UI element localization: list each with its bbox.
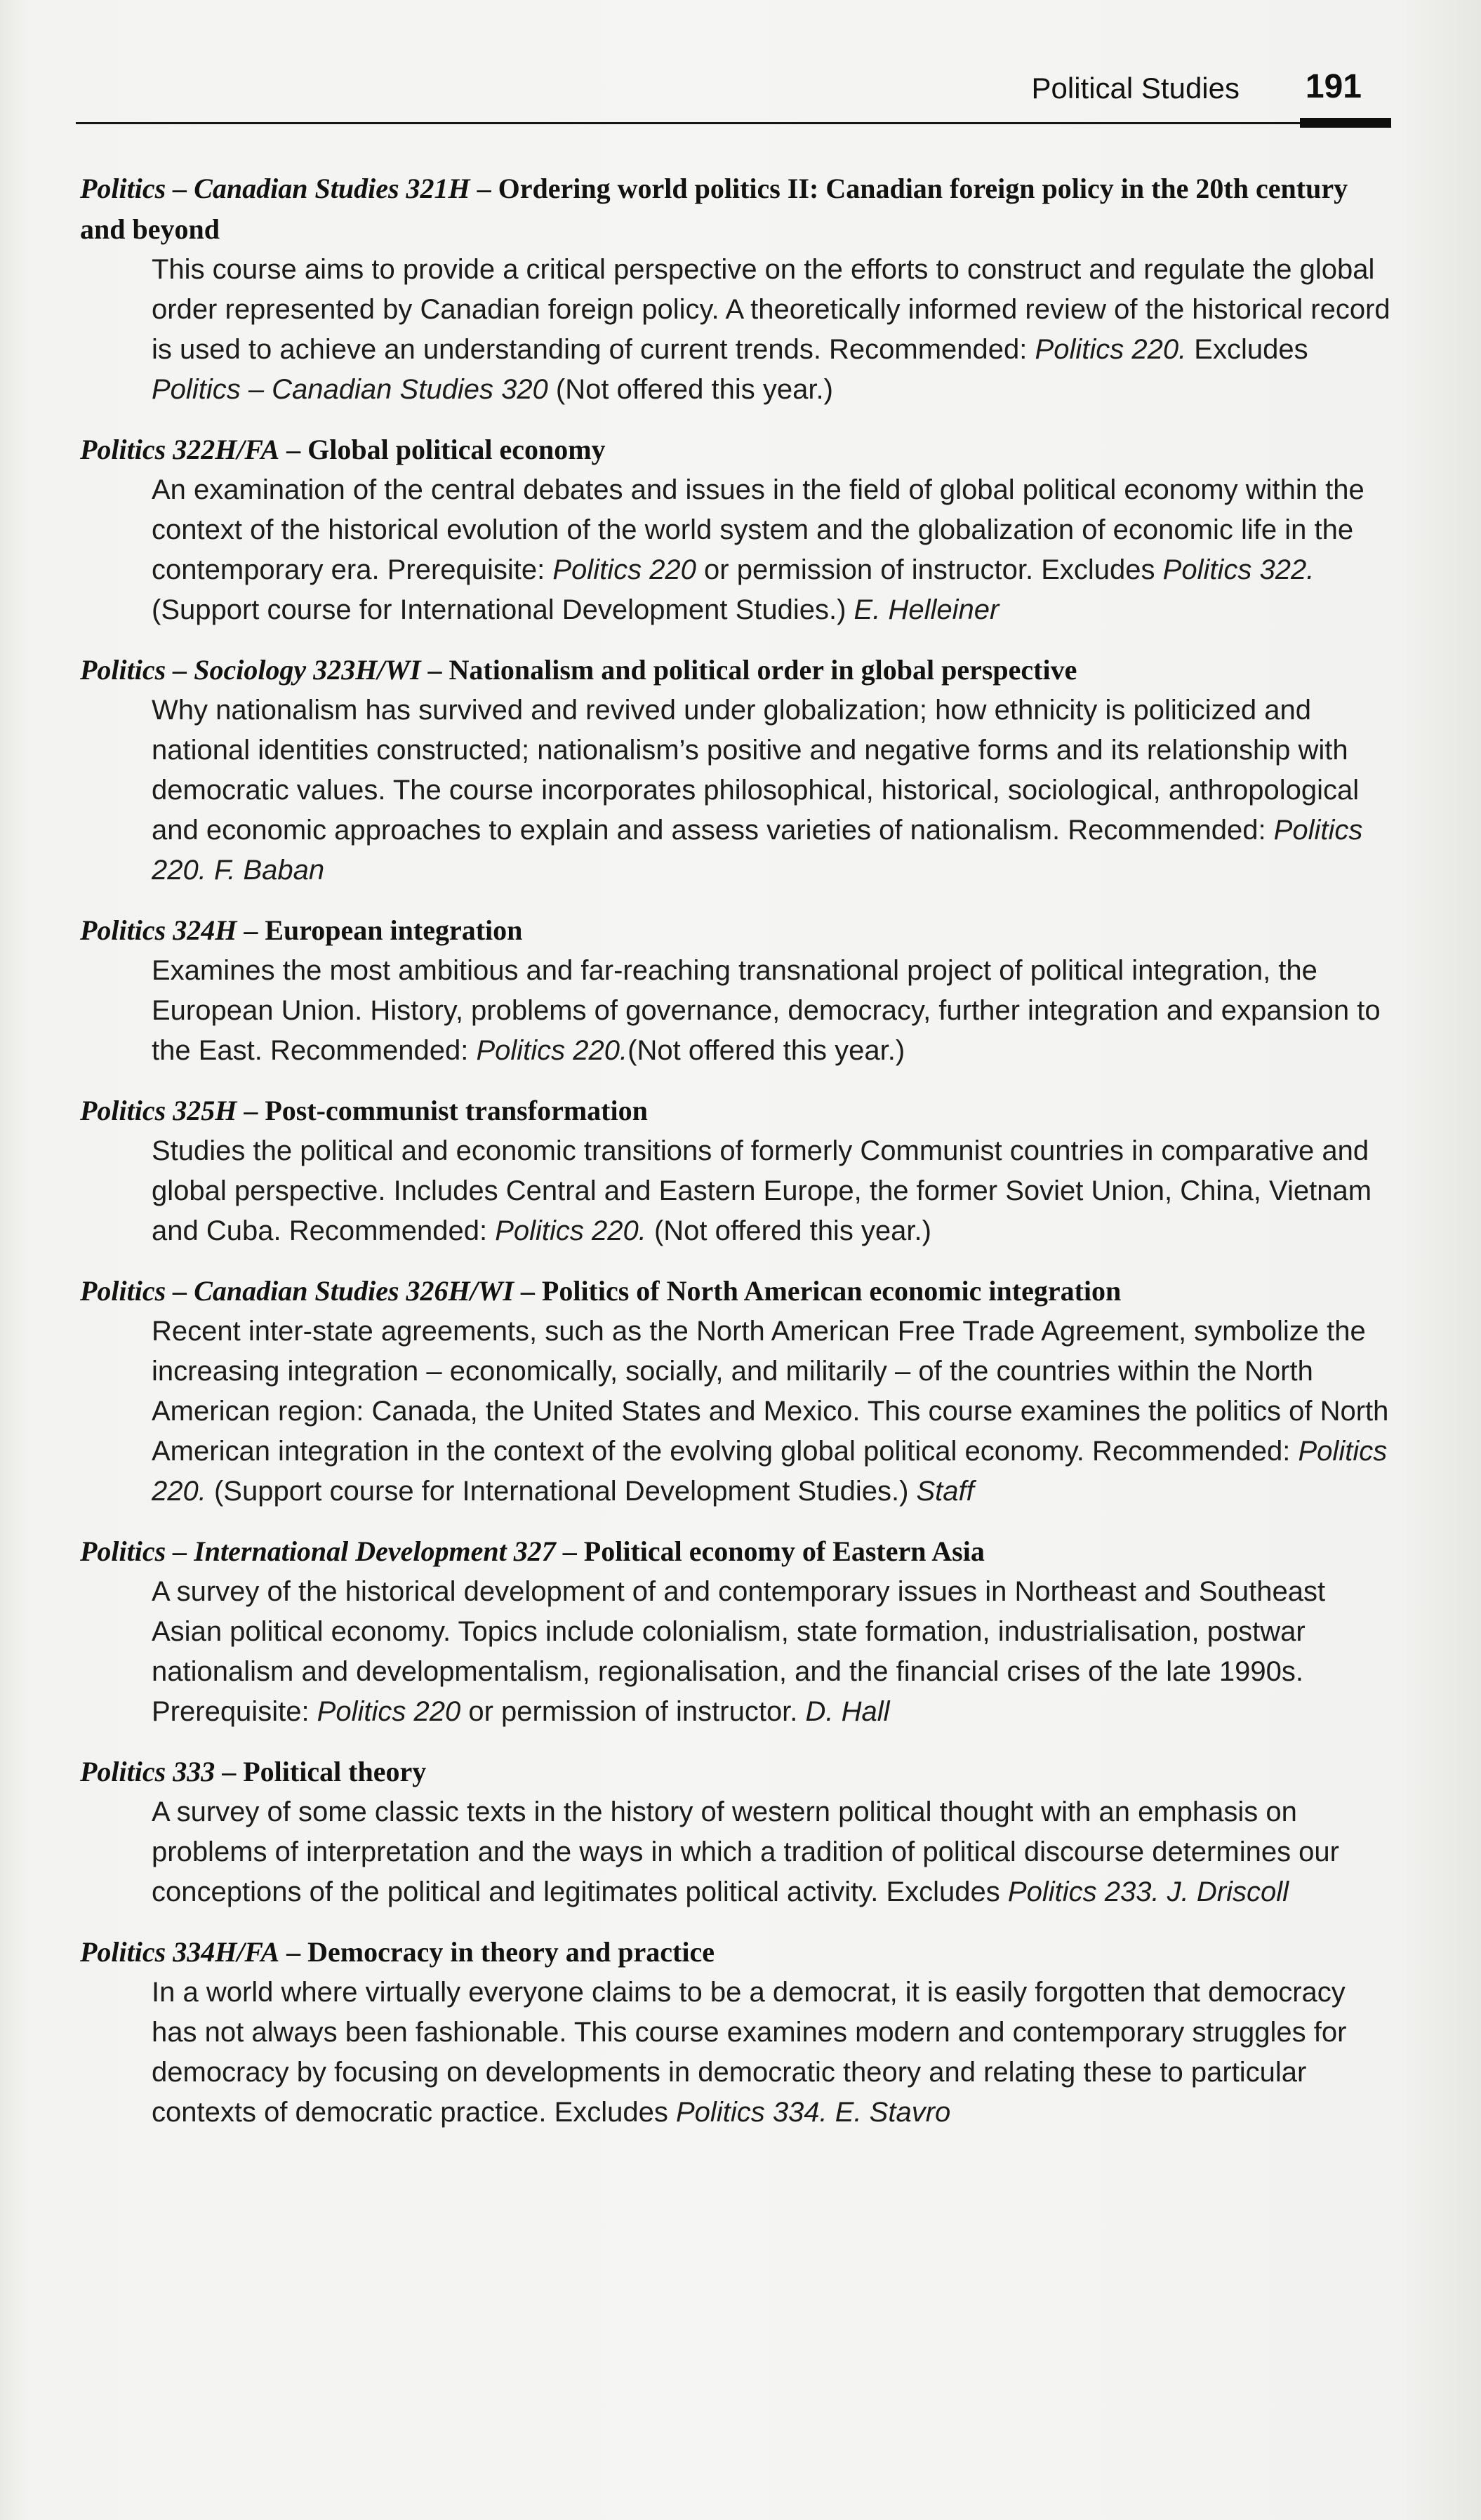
description-text: Examines the most ambitious and far-reaching transnational project of political integration, the European Union. History, problems of governance, democracy, further integration and expansion to the East. Recommended: <box>152 955 1381 1066</box>
course-code: Politics 333 <box>80 1756 215 1787</box>
course-description <box>152 951 1393 1071</box>
description-text: A survey of the historical development of and contemporary issues in Northeast and Southeast Asian political economy. Topics include colonialism, state formation, industrialisation, postwar nationalism and developmentalism, regionalisation, and the financial crises of the late 1990s. Prerequisite: <box>152 1576 1326 1727</box>
course-title: Political economy of Eastern Asia <box>583 1535 985 1567</box>
description-italic: Politics – Canadian Studies 320 <box>152 374 548 405</box>
description-text: This course aims to provide a critical perspective on the efforts to construct and regulate the global order represented by Canadian foreign policy. A theoretically informed review of the historical record is used to achieve an understanding of current trends. Recommended: <box>152 254 1390 365</box>
course-code: Politics 334H/FA <box>80 1936 280 1968</box>
course-separator: – <box>237 914 265 946</box>
description-italic: Politics 220. <box>1035 334 1187 365</box>
course-list <box>80 168 1393 2152</box>
course-code: Politics – Canadian Studies 326H/WI <box>80 1275 514 1307</box>
description-italic: Politics 220 <box>317 1696 461 1727</box>
course-code: Politics 324H <box>80 914 237 946</box>
course-heading <box>80 1271 1393 1312</box>
course-code: Politics 325H <box>80 1095 237 1126</box>
description-text: Studies the political and economic transitions of formerly Communist countries in comparative and global perspective. Includes Central and Eastern Europe, the former Soviet Union, China, Vietnam and Cuba. Recommended: <box>152 1135 1372 1246</box>
description-text: Excludes <box>1186 334 1308 365</box>
course-separator: – <box>237 1095 265 1126</box>
course-separator: – <box>470 173 498 204</box>
course-separator: – <box>279 434 308 465</box>
description-text: An examination of the central debates and issues in the field of global political economy within the context of the historical evolution of the world system and the globalization of economic life in the contemporary era. Prerequisite: <box>152 474 1364 585</box>
course-title: Nationalism and political order in global perspective <box>449 654 1077 686</box>
course-title: European integration <box>265 914 523 946</box>
course-title: Ordering world politics II: Canadian foreign policy in the 20th century and beyond <box>80 173 1348 245</box>
course-heading <box>80 1752 1393 1792</box>
course-heading <box>80 1531 1393 1572</box>
description-italic: Politics 220. <box>152 1436 1388 1507</box>
description-text: (Not offered this year.) <box>627 1035 905 1066</box>
description-italic: Politics 322. <box>1162 554 1315 585</box>
course-description <box>152 1312 1393 1512</box>
description-italic: Politics 220. <box>476 1035 628 1066</box>
course-separator: – <box>215 1756 244 1787</box>
course-heading <box>80 910 1393 951</box>
course-description <box>152 470 1393 630</box>
course-code: Politics – Canadian Studies 321H <box>80 173 470 204</box>
course-heading <box>80 1932 1393 1973</box>
description-italic: Politics 233. J. Driscoll <box>1007 1876 1289 1907</box>
description-text: (Support course for International Development Studies.) <box>152 594 854 625</box>
description-italic: Politics 220. <box>495 1215 646 1246</box>
description-italic: Politics 334. E. Stavro <box>676 2097 951 2128</box>
course-title: Global political economy <box>307 434 606 465</box>
description-text: (Not offered this year.) <box>646 1215 931 1246</box>
description-italic: Politics 220. F. Baban <box>152 815 1363 886</box>
header-rule <box>76 122 1391 124</box>
course-entry <box>80 1531 1393 1732</box>
description-text: (Not offered this year.) <box>547 374 833 405</box>
course-title: Democracy in theory and practice <box>307 1936 715 1968</box>
course-separator: – <box>555 1535 584 1567</box>
course-entry <box>80 1752 1393 1912</box>
course-separator: – <box>513 1275 542 1307</box>
instructor-name: D. Hall <box>805 1696 890 1727</box>
course-heading <box>80 429 1393 470</box>
page-number: 191 <box>1305 68 1362 105</box>
course-entry <box>80 650 1393 891</box>
description-text: In a world where virtually everyone claims to be a democrat, it is easily forgotten that democracy has not always been fashionable. This course examines modern and contemporary struggles for democracy by focusing on developments in democratic theory and relating these to particular contexts of democratic practice. Excludes <box>152 1977 1347 2128</box>
page-header <box>76 65 1391 129</box>
description-italic: Politics 220 <box>552 554 696 585</box>
course-description <box>152 1792 1393 1912</box>
course-code: Politics – Sociology 323H/WI <box>80 654 421 686</box>
course-code: Politics 322H/FA <box>80 434 280 465</box>
course-description <box>152 1131 1393 1251</box>
course-entry <box>80 1271 1393 1512</box>
instructor-name: E. Helleiner <box>854 594 999 625</box>
course-heading <box>80 650 1393 691</box>
course-description <box>152 691 1393 891</box>
course-title: Politics of North American economic integration <box>541 1275 1122 1307</box>
course-entry <box>80 429 1393 630</box>
description-text: or permission of instructor. <box>460 1696 806 1727</box>
course-heading <box>80 168 1393 250</box>
course-entry <box>80 1091 1393 1251</box>
course-description <box>152 1572 1393 1732</box>
course-code: Politics – International Development 327 <box>80 1535 556 1567</box>
description-text: or permission of instructor. Excludes <box>696 554 1163 585</box>
course-heading <box>80 1091 1393 1131</box>
course-separator: – <box>279 1936 308 1968</box>
description-text: A survey of some classic texts in the history of western political thought with an emphasis on problems of interpretation and the ways in which a tradition of political discourse determines our conceptions of the political and legitimates political activity. Excludes <box>152 1796 1339 1907</box>
instructor-name: Staff <box>916 1476 974 1507</box>
course-separator: – <box>420 654 449 686</box>
header-rule-tab <box>1300 118 1391 128</box>
course-entry <box>80 1932 1393 2133</box>
course-title: Post-communist transformation <box>265 1095 648 1126</box>
description-text: Why nationalism has survived and revived under globalization; how ethnicity is politicized and national identities constructed; nationalism’s positive and negative forms and its relationship with democratic values. The course incorporates philosophical, historical, sociological, anthropological and economic approaches to explain and assess varieties of nationalism. Recommended: <box>152 695 1360 846</box>
running-head: Political Studies <box>1031 72 1240 105</box>
course-entry <box>80 168 1393 410</box>
course-description <box>152 250 1393 410</box>
course-entry <box>80 910 1393 1071</box>
course-title: Political theory <box>243 1756 427 1787</box>
description-text: Recent inter-state agreements, such as the North American Free Trade Agreement, symbolize the increasing integration – economically, socially, and militarily – of the countries within the North American region: Canada, the United States and Mexico. This course examines the politics of North American integration in the context of the evolving global political economy. Recommended: <box>152 1316 1389 1467</box>
description-text: (Support course for International Development Studies.) <box>206 1476 917 1507</box>
course-description <box>152 1973 1393 2133</box>
